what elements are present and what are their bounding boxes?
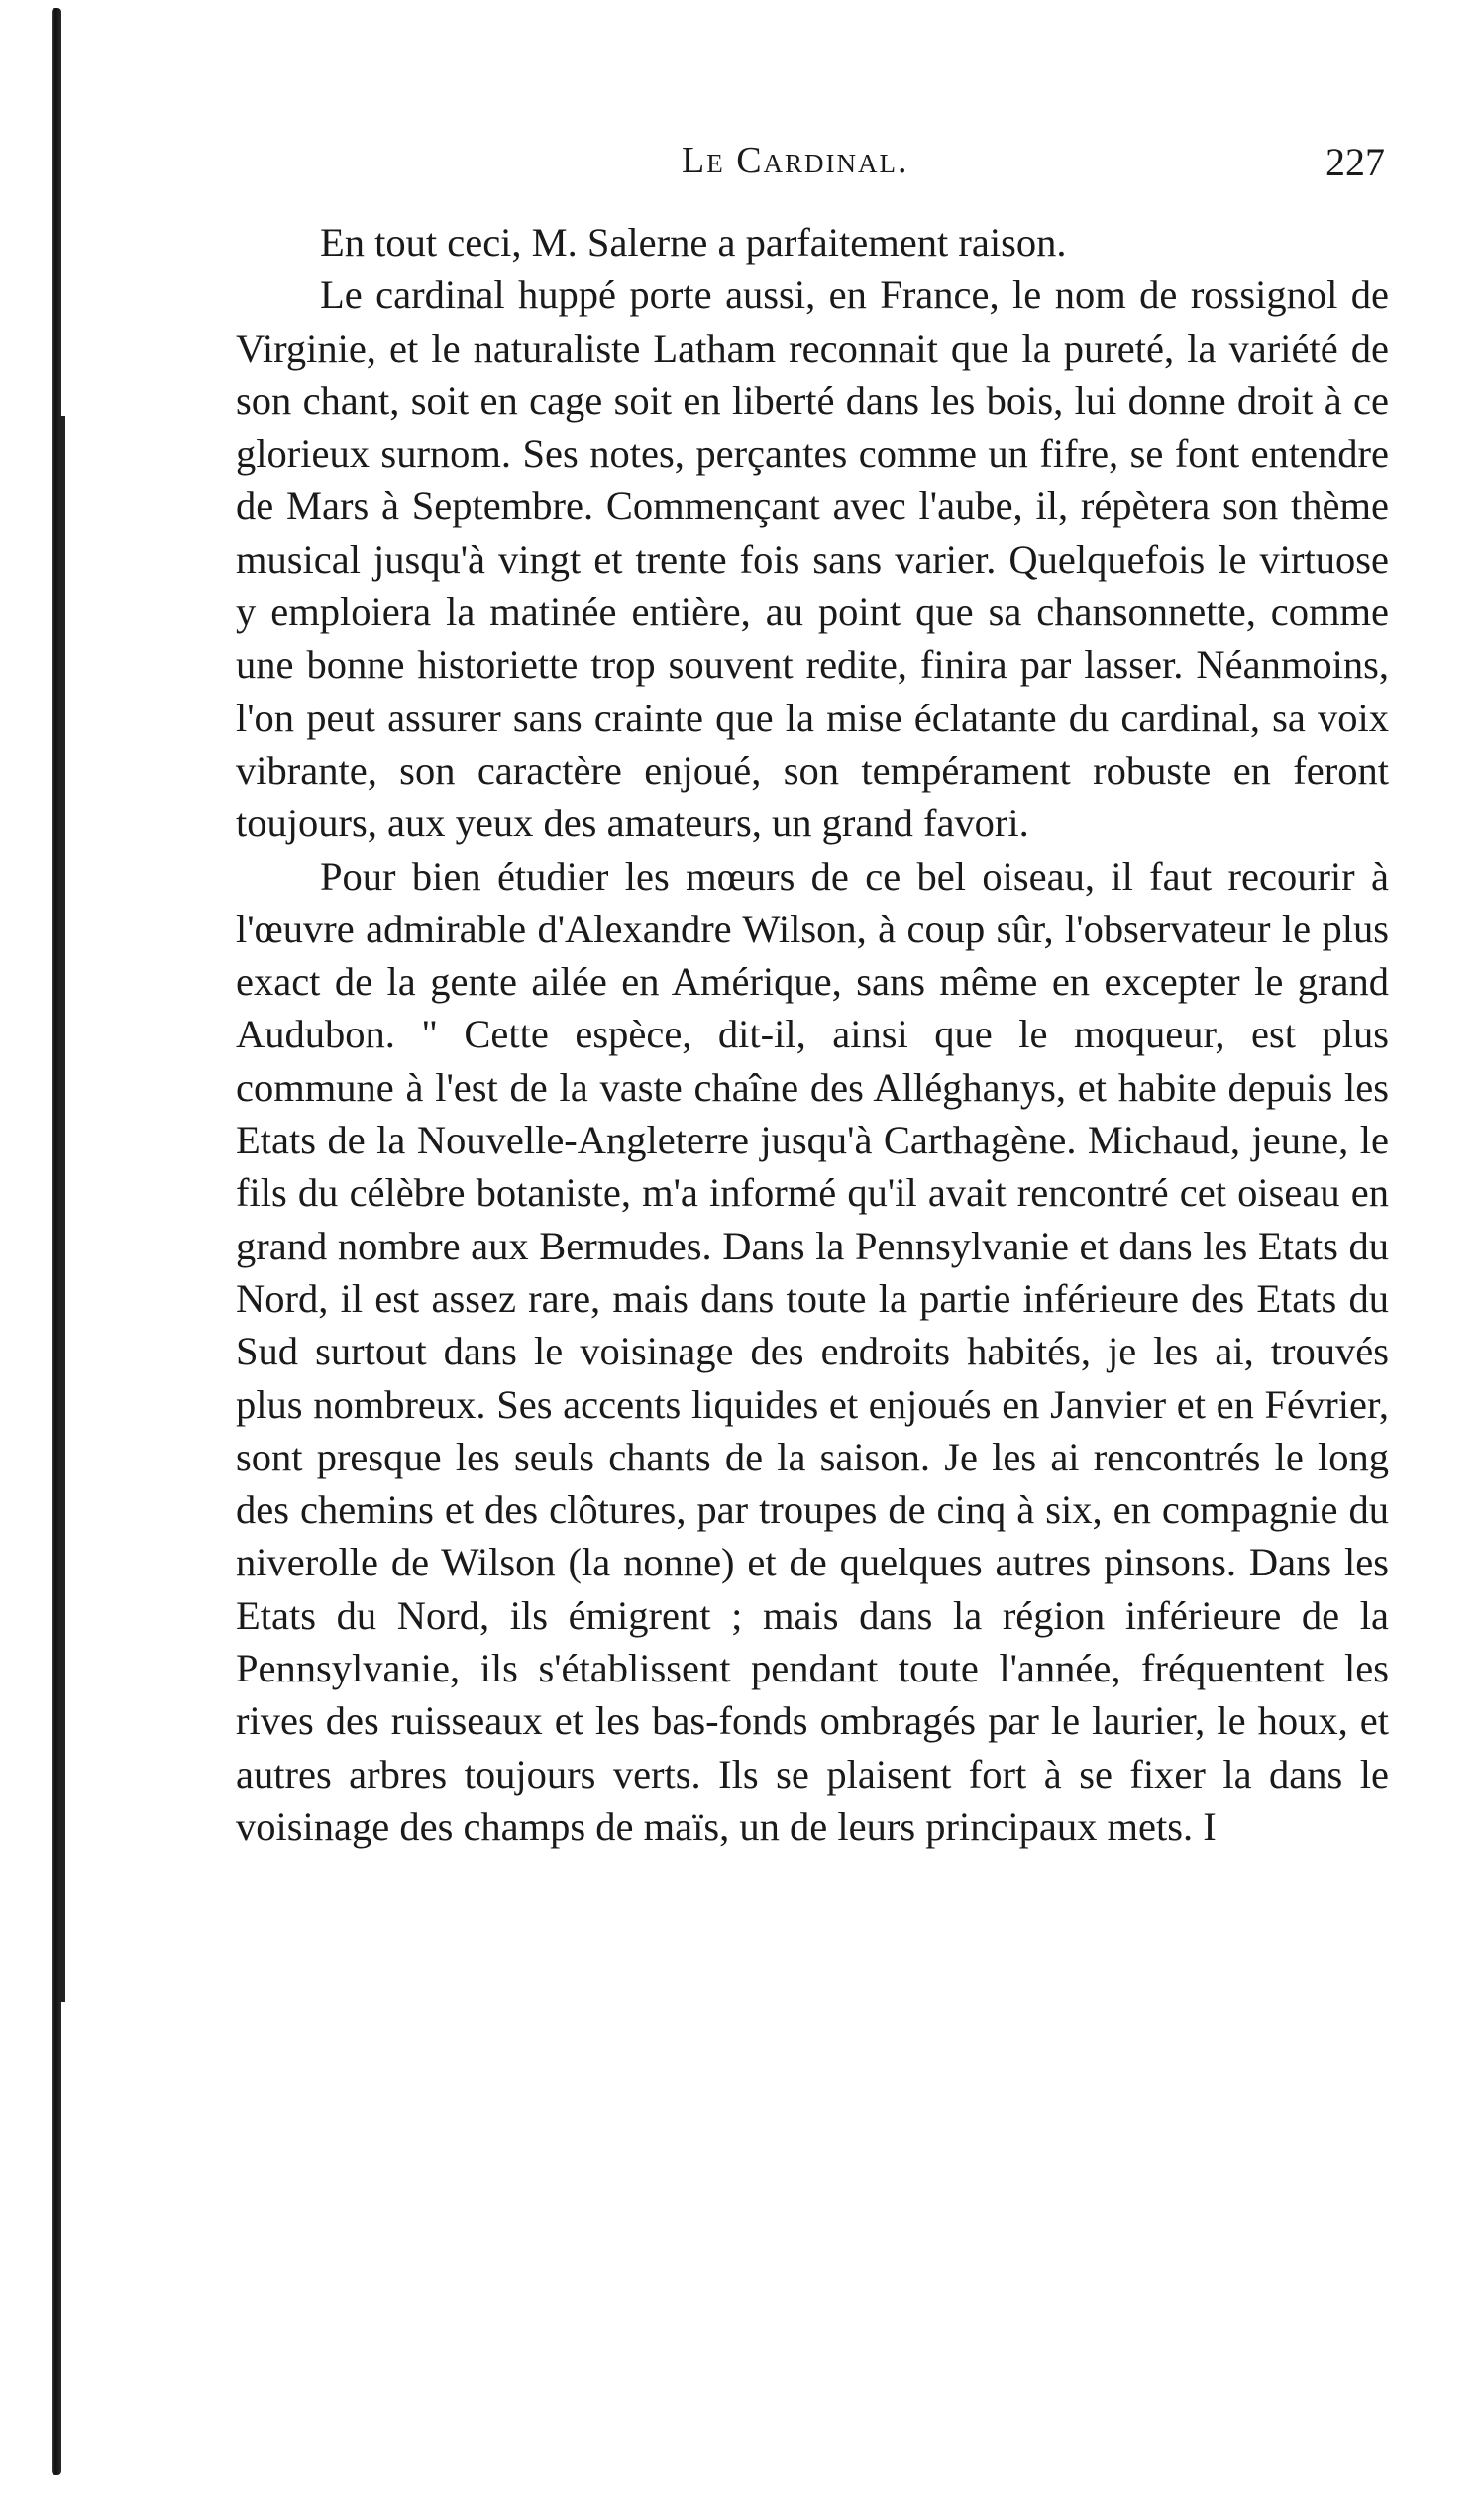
paragraph: Le cardinal huppé porte aussi, en France, le nom de rossignol de Virginie, et le naturaliste Latham reconnait que la pureté, la variété de son chant, soit en cage soit en liberté dans les bois, lui donne droit à ce glorieux surnom. Ses notes, perçantes comme un fifre, se font entendre de Mars à Septembre. Commençant avec l'aube, il, répètera son thème musical jusqu'à vingt et trente fois sans varier. Quelquefois le virtuose y emploiera la matinée entière, au point que sa chansonnette, comme une bonne historiette trop souvent redite, finira par lasser. Néanmoins, l'on peut assurer sans crainte que la mise éclatante du cardinal, sa voix vibrante, son caractère enjoué, son tempérament robuste en feront toujours, aux yeux des amateurs, un grand favori. (236, 272, 1389, 846)
page-margin (0, 0, 28, 2494)
running-title: Le Cardinal. (682, 140, 909, 181)
paragraph: Pour bien étudier les mœurs de ce bel oiseau, il faut recourir à l'œuvre admirable d'Alexandre Wilson, à coup sûr, l'observateur le plus exact de la gente ailée en Amérique, sans même en excepter le grand Audubon. " Cette espèce, dit-il, ainsi que le moqueur, est plus commune à l'est de la vaste chaîne des Alléghanys, et habite depuis les Etats de la Nouvelle-Angleterre jusqu'à Carthagène. Michaud, jeune, le fils du célèbre botaniste, m'a informé qu'il avait rencontré cet oiseau en grand nombre aux Bermudes. Dans la Pennsylvanie et dans les Etats du Nord, il est assez rare, mais dans toute la partie inférieure des Etats du Sud surtout dans le voisinage des endroits habités, je les ai, trouvés plus nombreux. Ses accents liquides et enjoués en Janvier et en Février, sont presque les seuls chants de la saison. Je les ai rencontrés le long des chemins et des clôtures, par troupes de cinq à six, en compagnie du niverolle de Wilson (la nonne) et de quelques autres pinsons. Dans les Etats du Nord, ils émigrent ; mais dans la région inférieure de la Pennsylvanie, ils s'établissent pendant toute l'année, fréquentent les rives des ruisseaux et les bas-fonds ombragés par le laurier, le houx, et autres arbres toujours verts. Ils se plaisent fort à se fixer la dans le voisinage des champs de maïs, un de leurs principaux mets. I (236, 853, 1389, 1849)
page-number: 227 (1325, 140, 1385, 184)
paragraph: En tout ceci, M. Salerne a parfaitement raison. (320, 220, 1067, 265)
page-body (236, 216, 1389, 1853)
running-head (236, 139, 1389, 188)
binding-edge-inner-shadow (59, 416, 65, 2002)
book-page (236, 139, 1389, 1853)
